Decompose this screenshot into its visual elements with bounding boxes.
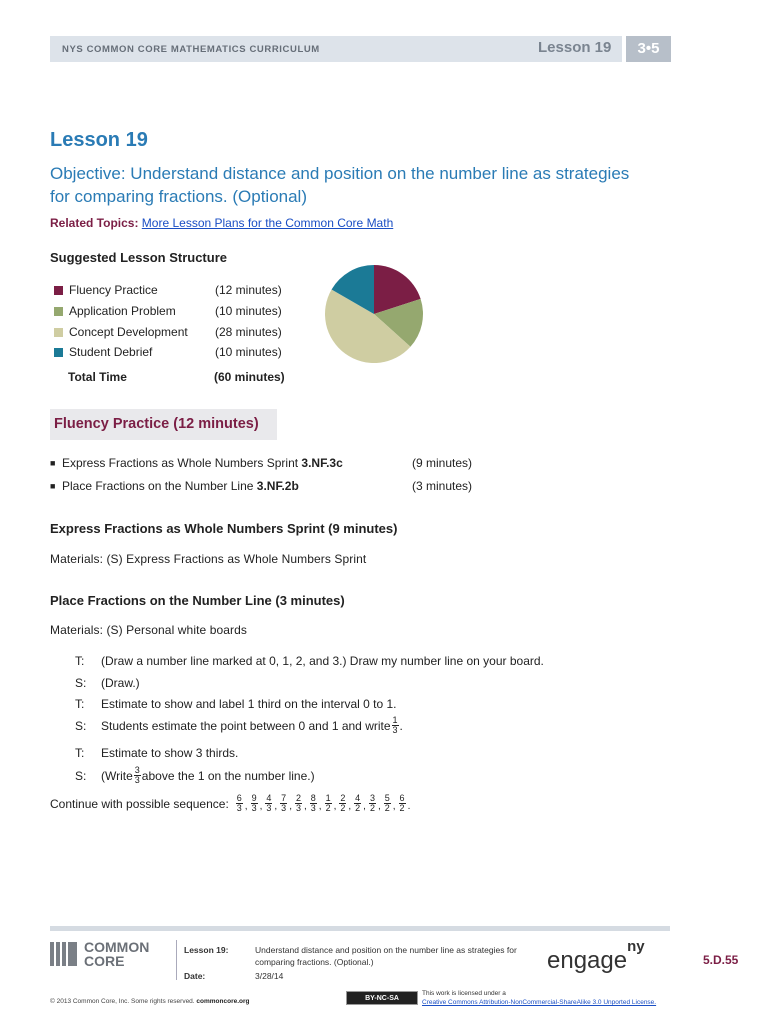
sequence-separator: , bbox=[333, 801, 337, 812]
speaker: S: bbox=[75, 718, 87, 733]
dialogue-text-after: . bbox=[399, 718, 403, 733]
lesson-title: Lesson 19 bbox=[50, 129, 148, 151]
numerator: 1 bbox=[392, 715, 398, 725]
bullet-time: (3 minutes) bbox=[412, 479, 473, 493]
numerator: 9 bbox=[251, 793, 257, 803]
total-time: (60 minutes) bbox=[214, 370, 285, 384]
footer-rule bbox=[50, 926, 670, 931]
grade-module-badge: 3•5 bbox=[626, 36, 671, 62]
bullet-text bbox=[62, 456, 412, 470]
speaker: T: bbox=[75, 697, 85, 711]
sequence-separator: , bbox=[348, 801, 352, 812]
sequence-fraction bbox=[236, 794, 243, 813]
sequence-separator: , bbox=[244, 801, 248, 812]
denominator: 3 bbox=[295, 803, 301, 813]
sequence-separator: , bbox=[289, 801, 292, 812]
structure-row-debrief bbox=[54, 345, 282, 359]
sequence-separator: , bbox=[318, 801, 322, 812]
related-topics-link[interactable]: More Lesson Plans for the Common Core Math bbox=[141, 216, 394, 230]
total-label: Total Time bbox=[68, 370, 127, 384]
bullet-label: Place Fractions on the Number Line bbox=[62, 479, 257, 493]
structure-name: Student Debrief bbox=[69, 345, 153, 359]
numerator: 3 bbox=[369, 793, 375, 803]
dialogue-line bbox=[75, 654, 544, 668]
speaker: S: bbox=[75, 768, 87, 783]
footer-lesson-label: Lesson 19: bbox=[184, 945, 229, 955]
sprint-materials: Materials: (S) Express Fractions as Whole Numbers Sprint bbox=[50, 552, 367, 566]
denominator: 3 bbox=[310, 803, 316, 813]
fraction bbox=[134, 766, 141, 785]
denominator: 3 bbox=[251, 803, 257, 813]
header-lesson: Lesson 19 bbox=[538, 39, 612, 56]
application-swatch bbox=[54, 307, 63, 316]
numerator: 6 bbox=[236, 793, 242, 803]
engage-ny: ny bbox=[627, 938, 645, 955]
structure-time: (10 minutes) bbox=[215, 345, 282, 359]
debrief-swatch bbox=[54, 348, 63, 357]
numerator: 4 bbox=[355, 793, 361, 803]
concept-swatch bbox=[54, 328, 63, 337]
sequence-separator: , bbox=[377, 801, 381, 812]
bullet-label: Express Fractions as Whole Numbers Sprint bbox=[62, 456, 302, 470]
bullet-icon: ■ bbox=[50, 458, 56, 468]
sequence-fraction bbox=[280, 794, 287, 813]
dialogue-line bbox=[75, 766, 315, 785]
numerator: 2 bbox=[340, 793, 346, 803]
sequence-fraction bbox=[265, 794, 272, 813]
bullet-text bbox=[62, 479, 412, 493]
numerator: 6 bbox=[399, 793, 405, 803]
numerator: 7 bbox=[281, 793, 287, 803]
fraction bbox=[392, 716, 399, 735]
structure-row-fluency bbox=[54, 283, 282, 297]
speaker: T: bbox=[75, 746, 85, 760]
dialogue-text: (Draw.) bbox=[101, 676, 140, 690]
dialogue-line bbox=[75, 716, 403, 735]
sprint-heading: Express Fractions as Whole Numbers Sprint (9 minutes) bbox=[50, 521, 398, 536]
bullet-time: (9 minutes) bbox=[412, 456, 473, 470]
denominator: 3 bbox=[236, 803, 242, 813]
dialogue-text: Estimate to show and label 1 third on the interval 0 to 1. bbox=[101, 697, 397, 711]
footer-date-value: 3/28/14 bbox=[255, 971, 284, 981]
denominator: 3 bbox=[392, 725, 398, 735]
curriculum-title: NYS COMMON CORE MATHEMATICS CURRICULUM bbox=[62, 44, 320, 55]
sequence-separator: , bbox=[259, 801, 263, 812]
sequence-fraction bbox=[295, 794, 302, 813]
denominator: 2 bbox=[384, 803, 390, 813]
denominator: 2 bbox=[340, 803, 346, 813]
structure-time: (10 minutes) bbox=[215, 304, 282, 318]
dialogue-line bbox=[75, 676, 140, 690]
numerator: 1 bbox=[325, 793, 331, 803]
speaker: S: bbox=[75, 676, 87, 690]
objective: Objective: Understand distance and position on the number line as strategies for comparing fractions. (Optional) bbox=[50, 164, 630, 206]
denominator: 2 bbox=[355, 803, 361, 813]
denominator: 2 bbox=[325, 803, 331, 813]
fluency-title: Fluency Practice (12 minutes) bbox=[54, 416, 259, 432]
denominator: 3 bbox=[281, 803, 287, 813]
engage-word: engage bbox=[547, 947, 628, 974]
structure-name: Application Problem bbox=[69, 304, 176, 318]
sequence-label: Continue with possible sequence: bbox=[50, 796, 229, 811]
denominator: 3 bbox=[134, 775, 140, 785]
structure-time: (28 minutes) bbox=[215, 325, 282, 339]
sequence-fraction bbox=[369, 794, 376, 813]
sequence-separator: , bbox=[392, 801, 396, 812]
structure-row-application bbox=[54, 304, 282, 318]
brand-line1: COMMON bbox=[84, 939, 150, 955]
structure-time: (12 minutes) bbox=[215, 283, 282, 297]
related-topics-label: Related Topics: bbox=[50, 216, 142, 230]
sequence-separator: , bbox=[363, 801, 366, 812]
sequence-separator: , bbox=[274, 801, 278, 812]
footer-divider bbox=[176, 940, 177, 980]
footer-date-label: Date: bbox=[184, 971, 206, 981]
sequence-fraction bbox=[251, 794, 258, 813]
fluency-bullet bbox=[50, 479, 472, 493]
numerator: 4 bbox=[266, 793, 272, 803]
sequence-fraction bbox=[354, 794, 361, 813]
standard-code: 3.NF.2b bbox=[256, 479, 299, 493]
sequence-separator: , bbox=[303, 801, 307, 812]
license-line1: This work is licensed under a bbox=[422, 990, 506, 997]
sequence-items bbox=[235, 794, 413, 813]
sequence-fraction bbox=[325, 794, 332, 813]
sequence-fraction bbox=[384, 794, 391, 813]
denominator: 2 bbox=[369, 803, 375, 813]
copyright-text: © 2013 Common Core, Inc. Some rights reserved. bbox=[50, 998, 197, 1005]
denominator: 2 bbox=[399, 803, 405, 813]
dialogue-line bbox=[75, 746, 238, 760]
brand-line2: CORE bbox=[84, 953, 125, 969]
dialogue-text: (Draw a number line marked at 0, 1, 2, and 3.) Draw my number line on your board. bbox=[101, 654, 544, 668]
fluency-swatch bbox=[54, 286, 63, 295]
engageny-logo bbox=[547, 938, 645, 975]
place-heading: Place Fractions on the Number Line (3 minutes) bbox=[50, 593, 345, 608]
structure-name: Fluency Practice bbox=[69, 283, 158, 297]
structure-name: Concept Development bbox=[69, 325, 188, 339]
sequence-fraction bbox=[310, 794, 317, 813]
sequence-fraction bbox=[399, 794, 406, 813]
copyright bbox=[50, 998, 250, 1005]
speaker: T: bbox=[75, 654, 85, 668]
dialogue-text: Estimate to show 3 thirds. bbox=[101, 746, 239, 760]
license-link[interactable]: Creative Commons Attribution-NonCommercial-ShareAlike 3.0 Unported License. bbox=[422, 999, 657, 1006]
numerator: 2 bbox=[295, 793, 301, 803]
cc-badge-text: BY-NC-SA bbox=[365, 994, 399, 1002]
fluency-bullet bbox=[50, 456, 472, 470]
dialogue-text-after: above the 1 on the number line.) bbox=[141, 768, 315, 783]
structure-heading: Suggested Lesson Structure bbox=[50, 250, 227, 265]
related-topics bbox=[50, 216, 393, 230]
structure-row-concept bbox=[54, 325, 282, 339]
numerator: 3 bbox=[134, 765, 140, 775]
dialogue-line bbox=[75, 697, 397, 711]
lesson-structure-pie-chart bbox=[323, 263, 425, 365]
bullet-icon: ■ bbox=[50, 481, 56, 491]
sequence-fraction bbox=[339, 794, 346, 813]
dialogue-text-before: Students estimate the point between 0 and 1 and write bbox=[101, 718, 391, 733]
fraction-sequence bbox=[50, 794, 412, 813]
denominator: 3 bbox=[266, 803, 272, 813]
common-core-logo bbox=[50, 940, 149, 968]
common-core-bars-icon bbox=[50, 940, 78, 968]
place-materials: Materials: (S) Personal white boards bbox=[50, 623, 248, 637]
numerator: 5 bbox=[384, 793, 390, 803]
structure-total bbox=[68, 370, 285, 384]
creative-commons-badge-icon bbox=[346, 991, 418, 1005]
sequence-separator: . bbox=[407, 801, 411, 812]
numerator: 8 bbox=[310, 793, 316, 803]
page-number: 5.D.55 bbox=[703, 953, 739, 967]
copyright-site: commoncore.org bbox=[196, 998, 250, 1005]
common-core-wordmark bbox=[84, 940, 149, 968]
footer-lesson-value: Understand distance and position on the number line as strategies for comparing fractions. (Optional.) bbox=[255, 945, 517, 967]
dialogue-text-before: (Write bbox=[101, 768, 133, 783]
standard-code: 3.NF.3c bbox=[301, 456, 343, 470]
